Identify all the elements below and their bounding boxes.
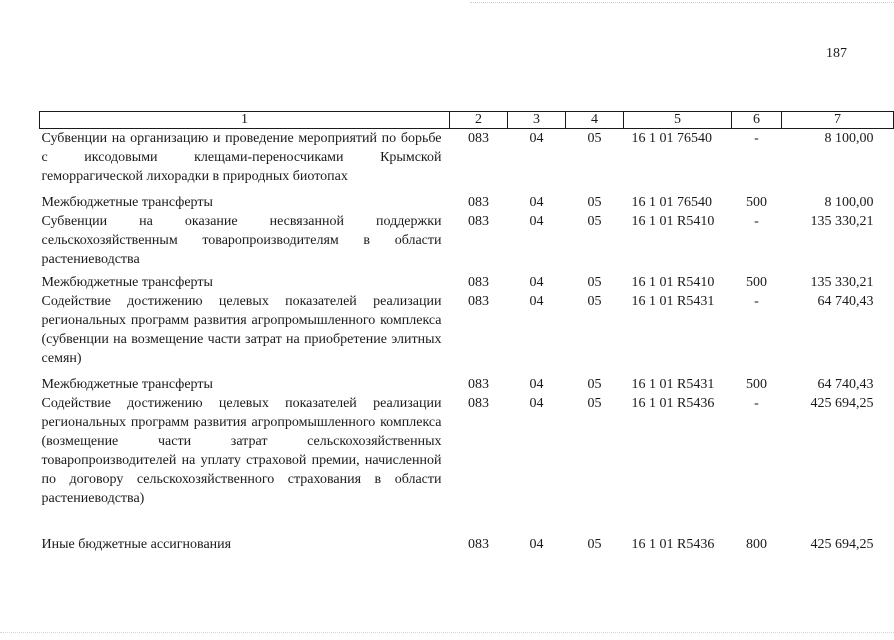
row-col6: - [754,214,759,229]
row-col3: 04 [529,275,544,290]
row-col6: 800 [746,537,767,552]
row-col6: 500 [746,377,767,392]
row-description [40,369,450,394]
header-row [40,112,894,129]
row-description-text: Межбюджетные трансферты [41,377,213,392]
row-description [40,270,450,292]
table-row [40,509,894,554]
row-col6: - [754,131,759,146]
row-description-text: Межбюджетные трансферты [41,195,213,210]
column-header-5: 5 [624,112,732,129]
row-col3: 04 [529,377,544,392]
row-col5: 16 1 01 76540 [631,195,712,210]
column-header-1: 1 [40,112,450,129]
row-col4: 05 [587,214,602,229]
row-description [40,187,450,212]
row-col3: 04 [529,537,544,552]
row-col7: 135 330,21 [810,214,874,229]
row-col5: 16 1 01 R5436 [631,396,715,411]
table-body [40,129,894,555]
column-header-2: 2 [450,112,508,129]
row-col2: 083 [468,537,489,552]
column-header-4: 4 [566,112,624,129]
table-row [40,394,894,509]
row-col5: 16 1 01 R5410 [631,214,715,229]
page-number: 187 [826,46,847,61]
row-col3: 04 [529,195,544,210]
row-col5: 16 1 01 R5431 [631,294,715,309]
table-row [40,187,894,212]
scan-edge-bottom [0,632,894,634]
budget-table-container [39,111,893,554]
row-col2: 083 [468,377,489,392]
row-col5: 16 1 01 R5436 [631,537,715,552]
row-col7: 64 740,43 [817,294,874,309]
table-row [40,292,894,369]
row-description [40,292,450,369]
row-description [40,129,450,188]
row-description [40,212,450,270]
row-description-text: Субвенции на организацию и проведение мероприятий по борьбе с иксодовыми клещами-переносчиками Крымской геморрагической лихорадки в природных биотопах [41,131,442,184]
table-row [40,369,894,394]
row-description-text: Межбюджетные трансферты [41,275,213,290]
row-col5: 16 1 01 R5431 [631,377,715,392]
scan-edge-top [470,2,894,4]
row-col6: 500 [746,275,767,290]
table-row [40,270,894,292]
row-col4: 05 [587,275,602,290]
row-col7: 64 740,43 [817,377,874,392]
row-col5: 16 1 01 76540 [631,131,712,146]
row-col7: 135 330,21 [810,275,874,290]
row-col4: 05 [587,131,602,146]
row-description-text: Содействие достижению целевых показателей реализации региональных программ развития агропромышленного комплекса (субвенции на возмещение части затрат на приобретение элитных семян) [41,294,442,366]
row-col7: 425 694,25 [810,396,874,411]
row-col2: 083 [468,275,489,290]
row-description-text: Иные бюджетные ассигнования [41,537,232,552]
row-description [40,509,450,554]
row-col5: 16 1 01 R5410 [631,275,715,290]
row-col3: 04 [529,396,544,411]
row-col4: 05 [587,294,602,309]
row-col7: 425 694,25 [810,537,874,552]
table-row [40,129,894,188]
table-row [40,212,894,270]
row-col4: 05 [587,195,602,210]
row-col3: 04 [529,214,544,229]
row-col2: 083 [468,294,489,309]
column-header-7: 7 [782,112,894,129]
row-col6: 500 [746,195,767,210]
row-col4: 05 [587,377,602,392]
row-col2: 083 [468,131,489,146]
column-header-6: 6 [732,112,782,129]
row-description-text: Субвенции на оказание несвязанной поддержки сельскохозяйственным товаропроизводителям в области растениеводства [41,214,442,267]
row-col3: 04 [529,294,544,309]
row-col7: 8 100,00 [824,195,874,210]
column-header-3: 3 [508,112,566,129]
row-col4: 05 [587,537,602,552]
row-col2: 083 [468,214,489,229]
row-col6: - [754,396,759,411]
row-col6: - [754,294,759,309]
row-col7: 8 100,00 [824,131,874,146]
row-col4: 05 [587,396,602,411]
row-col2: 083 [468,396,489,411]
budget-table [39,111,894,554]
row-col2: 083 [468,195,489,210]
table-header [40,112,894,129]
row-description [40,394,450,509]
row-col3: 04 [529,131,544,146]
row-description-text: Содействие достижению целевых показателей реализации региональных программ развития агропромышленного комплекса (возмещение части затрат сельскохозяйственных товаропроизводителей на уплату страховой премии, начисленной по договору сельскохозяйственного страхования в области растениеводства) [41,396,442,506]
